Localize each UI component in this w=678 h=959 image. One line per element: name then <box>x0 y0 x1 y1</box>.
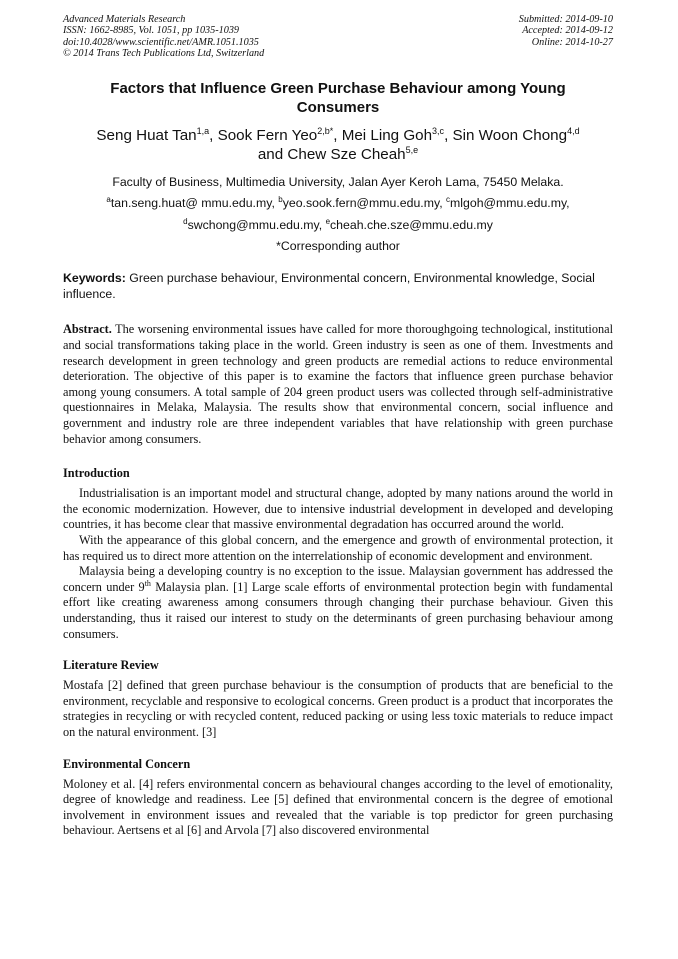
journal-doi: doi:10.4028/www.scientific.net/AMR.1051.1035 <box>63 36 259 48</box>
author-1: Seng Huat Tan$^{1,a}$ <box>96 125 210 144</box>
affiliation: Faculty of Business, Multimedia University, Jalan Ayer Keroh Lama, 75450 Melaka. <box>112 174 564 189</box>
journal-header <box>63 14 613 60</box>
paper-page <box>63 14 613 839</box>
env-concern-heading: Environmental Concern <box>63 756 191 771</box>
env-concern-paragraph-1: Moloney et al. [4] refers environmental concern as behavioural changes according to the level of emotionality, degree of knowledge and readiness. Lee [5] defined that environmental concern is the degree of emotional involvement in environment issues and revealed that the variable is top predictor for green purchasing behaviour. Aertsens et al [6] and Arvola [7] also discovered environmental <box>63 776 613 838</box>
abstract-text: The worsening environmental issues have called for more thoroughgoing technological, institutional and social transformations taking place in the world. Green industry is seen as one of them. Investments and research development in green technology and green products are remedial actions to reduce environmental deterioration. The objective of this paper is to examine the factors that influence green purchase behavior among young consumers. A total sample of 204 green product users was collected through self-administrative questionnaires in Melaka, Malaysia. The results show that environmental concern, social influence and government and industry role are three independent variables that have relationship with green purchase behavior among consumers. <box>63 322 613 446</box>
author-5: Chew Sze Cheah$^{5,e}$ <box>287 144 419 163</box>
introduction-paragraph-2: With the appearance of this global concern, and the emergence and growth of environmental protection, it has required us to direct more attention on the interrelationship of economic development and environment. <box>63 532 613 563</box>
journal-issn: ISSN: 1662-8985, Vol. 1051, pp 1035-1039 <box>63 25 240 37</box>
author-3: Mei Ling Goh$^{3,c}$ <box>341 125 445 144</box>
literature-paragraph-1: Mostafa [2] defined that green purchase behaviour is the consumption of products that are beneficial to the environment, recyclable and responsive to ecological concerns. Green product is a product that incorporates the strategies in recycling or with recycled content, reduced packing or using less toxic materials to reduce impact on the natural environment. [3] <box>63 678 613 739</box>
email-b[interactable]: yeo.sook.fern@mmu.edu.my, <box>282 196 443 211</box>
submission-dates <box>519 14 613 60</box>
introduction-heading: Introduction <box>63 466 130 481</box>
email-d[interactable]: swchong@mmu.edu.my, <box>187 217 323 232</box>
submitted-date: Submitted: 2014-09-10 <box>518 14 613 25</box>
journal-copyright: © 2014 Trans Tech Publications Ltd, Switzerland <box>63 48 265 60</box>
section-introduction <box>63 465 613 642</box>
abstract <box>63 322 613 447</box>
literature-heading: Literature Review <box>63 658 159 673</box>
emails-line-1: $^a$tan.seng.huat@ mmu.edu.my, $^b$yeo.sook.fern@mmu.edu.my, $^c$mlgoh@mmu.edu.my, <box>106 195 570 211</box>
author-list: Seng Huat Tan$^{1,a}$, Sook Fern Yeo$^{2,b*}$, Mei Ling Goh$^{3,c}$, Sin Woon Chong$^{4,d}$ and Chew Sze Cheah$^{5,e}$ <box>96 125 580 163</box>
emails-line-2: $^d$swchong@mmu.edu.my, $^e$cheah.che.sze@mmu.edu.my <box>183 216 493 232</box>
accepted-date: Accepted: 2014-09-12 <box>522 25 613 37</box>
journal-name: Advanced Materials Research <box>63 14 186 25</box>
email-c[interactable]: mlgoh@mmu.edu.my, <box>450 196 570 211</box>
email-e[interactable]: cheah.che.sze@mmu.edu.my <box>330 217 493 232</box>
keywords-text: Green purchase behaviour, Environmental concern, Environmental knowledge, Social influence. <box>63 270 595 302</box>
journal-info <box>63 14 264 60</box>
author-2: Sook Fern Yeo$^{2,b*}$ <box>217 125 334 144</box>
author-4: Sin Woon Chong$^{4,d}$ <box>452 125 580 144</box>
section-literature-review <box>63 657 613 740</box>
affiliation-block <box>63 172 613 258</box>
paper-title: Factors that Influence Green Purchase Behaviour among Young Consumers <box>110 79 566 116</box>
introduction-paragraph-1: Industrialisation is an important model and structural change, adopted by many nations around the world in the economic modernization. However, due to intensive industrial development in developed and developing countries, it has become clear that massive environmental degradation has occurred around the world. <box>63 486 613 532</box>
keywords <box>63 270 613 303</box>
section-environmental-concern <box>63 756 613 839</box>
corresponding-author: *Corresponding author <box>276 239 400 254</box>
introduction-paragraph-3: Malaysia being a developing country is no exception to the issue. Malaysian government has addressed the concern under 9th Malaysia plan. [1] Large scale efforts of environmental protection begin with fundamental effort like creating awareness among consumers through changing their purchase behaviour. Given this understanding, thus it raised our interest to study on the determinants of green purchasing behaviour among consumers. <box>63 564 613 641</box>
abstract-label: Abstract. <box>63 322 112 337</box>
email-a[interactable]: tan.seng.huat@ mmu.edu.my, <box>110 196 275 211</box>
keywords-label: Keywords: <box>63 270 126 285</box>
online-date: Online: 2014-10-27 <box>531 36 613 48</box>
